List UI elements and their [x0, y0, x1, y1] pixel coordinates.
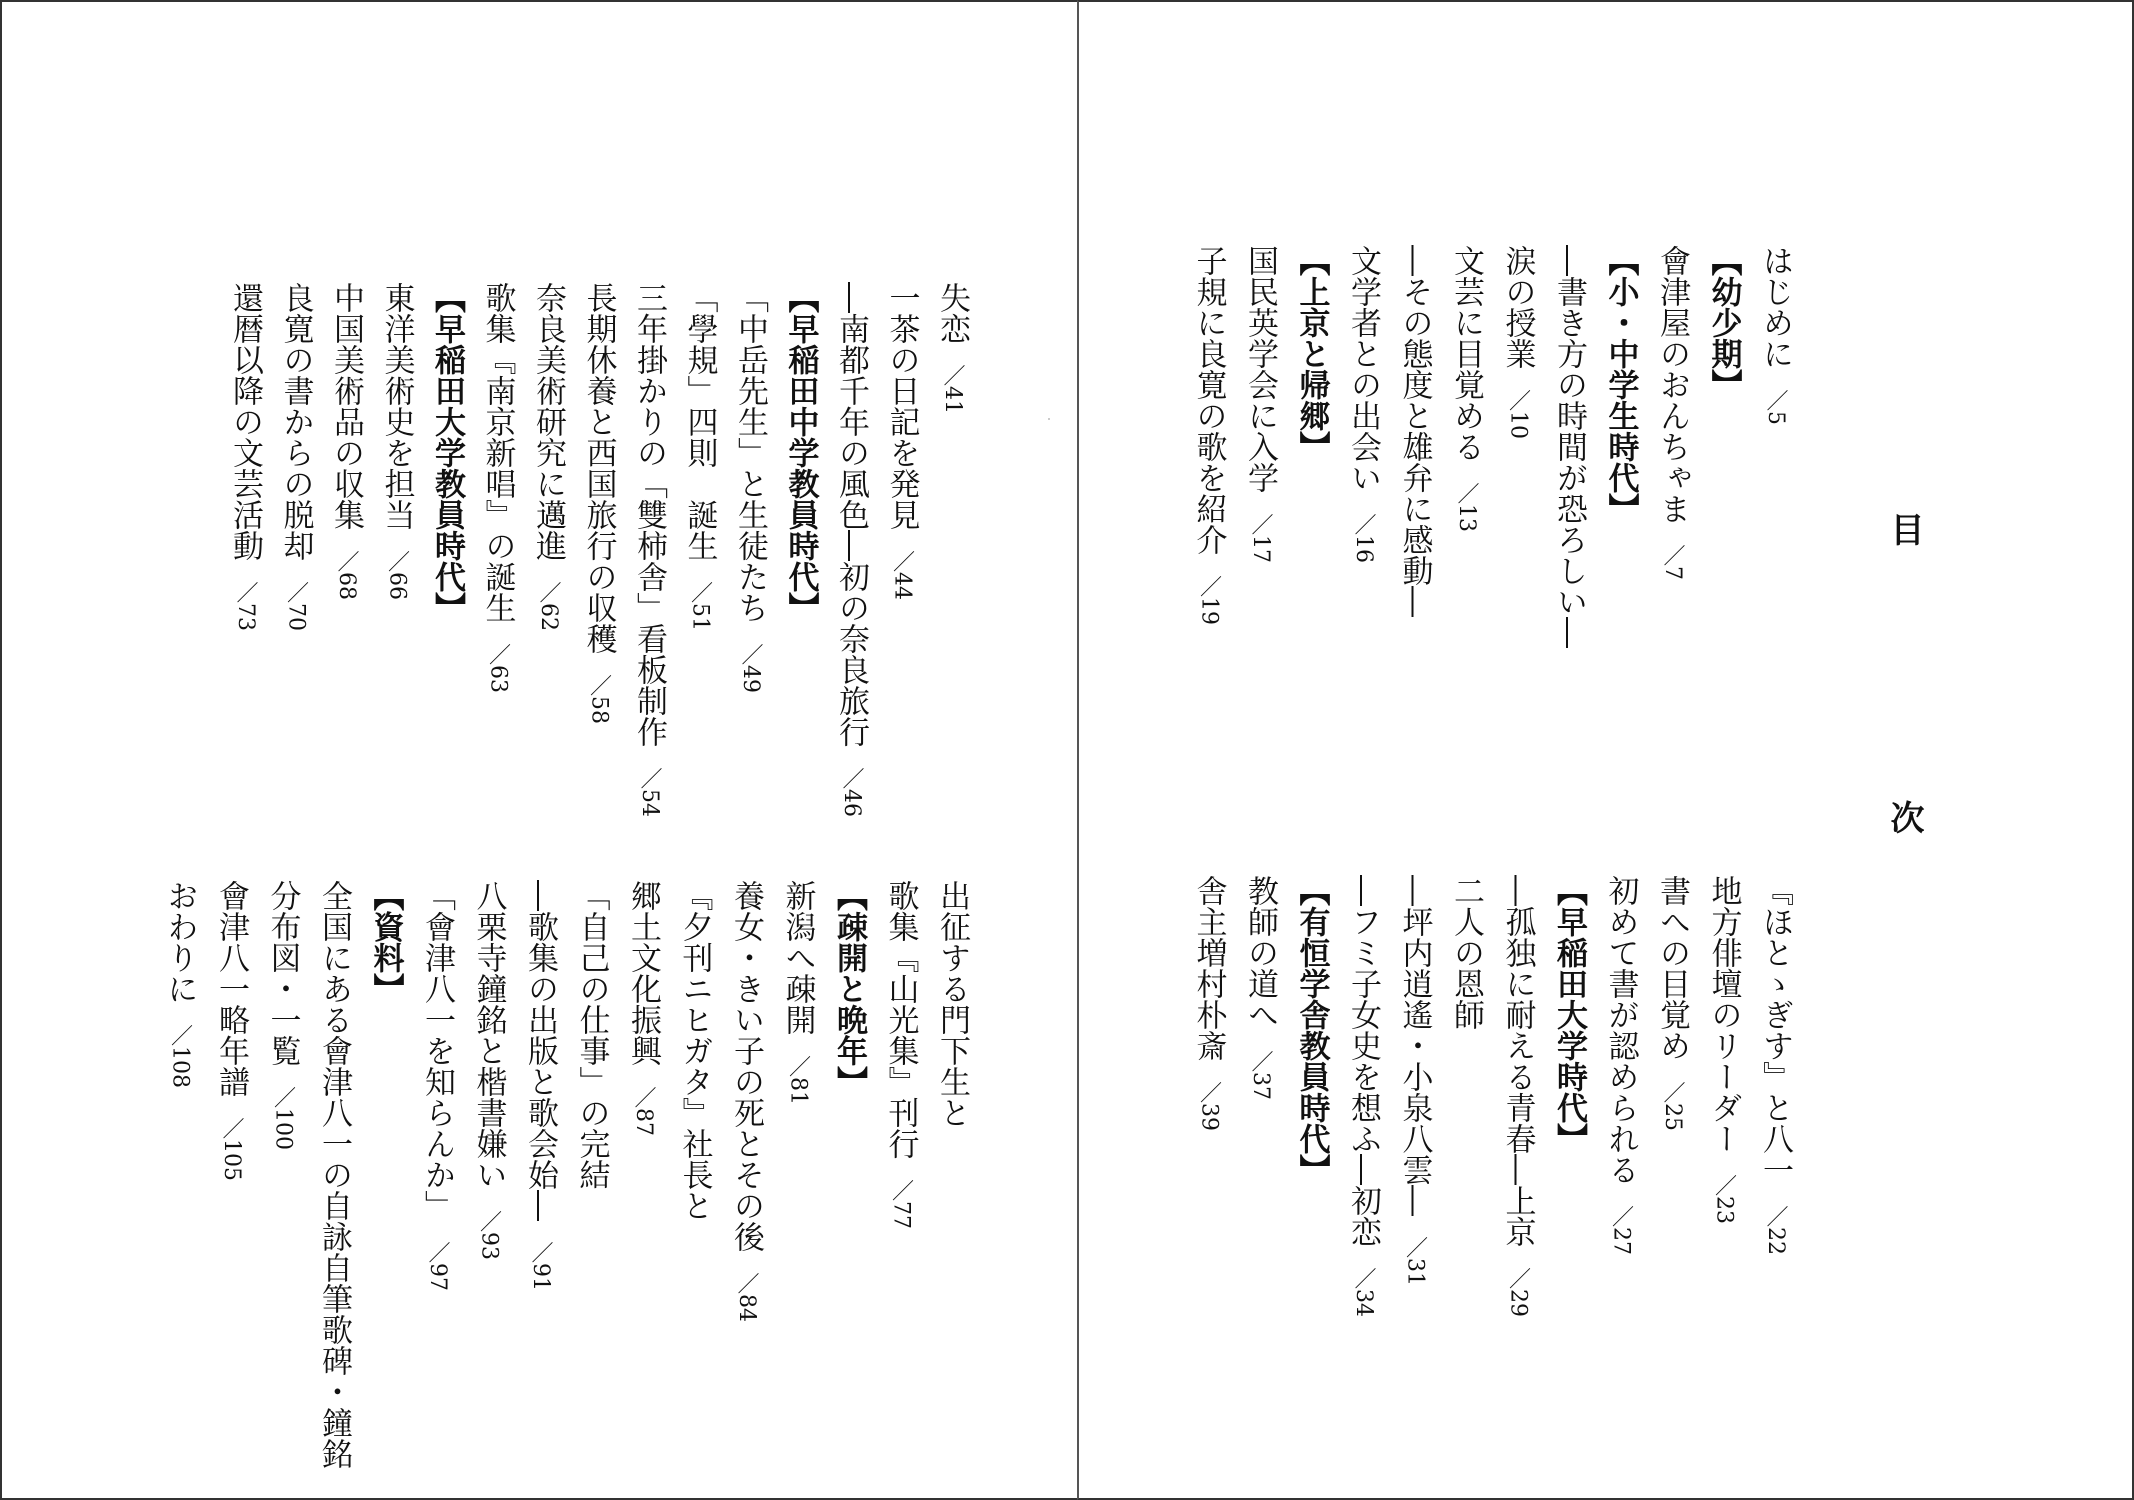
entry-title: 郷土文化振興	[625, 880, 661, 1066]
toc-entry	[680, 282, 720, 631]
entry-title: ―その態度と雄弁に感動―	[1396, 245, 1433, 617]
toc-entry	[1704, 875, 1744, 1224]
page-number	[932, 364, 972, 414]
toc-entry	[211, 880, 251, 1181]
page-number	[726, 1272, 766, 1322]
slash-separator: ／	[631, 1086, 656, 1108]
page-number	[263, 1086, 303, 1150]
slash-separator: ／	[283, 581, 309, 603]
toc-entry	[520, 880, 560, 1291]
slash-separator: ／	[1505, 1267, 1531, 1289]
page-number-value: 44	[889, 572, 915, 600]
toc-entry	[1189, 875, 1229, 1131]
entry-title: 分布図・一覧	[264, 880, 301, 1066]
page-number-value: 73	[233, 603, 258, 631]
page-number-value: 105	[219, 1139, 244, 1181]
entry-title: 涙の授業	[1499, 245, 1536, 369]
slash-separator: ／	[1402, 1236, 1428, 1258]
entry-title: おわりに	[161, 880, 198, 1004]
page-number	[831, 767, 871, 817]
toc-entry	[730, 282, 770, 693]
toc-entry	[1446, 245, 1486, 532]
entry-title: ―南都千年の風色―初の奈良旅行	[833, 282, 869, 747]
slash-separator: ／	[270, 1086, 296, 1108]
toc-entry	[726, 880, 766, 1322]
toc-entry	[1395, 875, 1435, 1286]
toc-entry	[1343, 875, 1383, 1317]
page-number	[1189, 1081, 1229, 1131]
page-number	[1755, 1205, 1795, 1255]
section-heading	[781, 282, 821, 623]
slash-separator: ／	[1196, 1081, 1222, 1103]
page-number-value: 63	[485, 665, 511, 693]
entry-title: 東洋美術史を担当	[378, 282, 415, 530]
page-number	[276, 581, 316, 631]
entry-title: 養女・きい子の死とその後	[728, 880, 764, 1252]
page-number-value: 58	[586, 696, 612, 724]
toc-entry	[225, 282, 265, 631]
slash-separator: ／	[1248, 1050, 1273, 1072]
slash-separator: ／	[1351, 1267, 1376, 1289]
toc-entry	[629, 282, 669, 817]
entry-title: ―書き方の時間が恐ろしい―	[1551, 245, 1587, 648]
slash-separator: ／	[233, 581, 258, 603]
toc-entry	[478, 282, 518, 693]
page-number-value: 13	[1454, 504, 1479, 532]
page-number-value: 10	[1505, 411, 1531, 439]
slash-separator: ／	[1196, 575, 1222, 597]
toc-entry	[314, 880, 354, 1469]
page-number-value: 31	[1402, 1258, 1428, 1286]
toc-entry	[1446, 875, 1486, 1030]
slash-separator: ／	[785, 1055, 811, 1077]
entry-title: 舎主増村朴斎	[1190, 875, 1227, 1061]
entry-title: 全国にある會津八一の自詠自筆歌碑・鐘銘	[316, 880, 352, 1469]
page-number-value: 97	[425, 1263, 450, 1291]
entry-title: 【疎開と晩年】	[831, 880, 867, 1097]
page-number-value: 27	[1608, 1227, 1634, 1255]
entry-title: 三年掛かりの「雙柿舎」看板制作	[631, 282, 667, 747]
toc-entry	[1395, 245, 1435, 617]
slash-separator: ／	[586, 674, 612, 696]
entry-title: 一茶の日記を発見	[883, 282, 920, 530]
slash-separator: ／	[940, 364, 965, 386]
section-heading	[366, 880, 406, 1004]
slash-separator: ／	[384, 550, 410, 572]
slash-separator: ／	[167, 1024, 193, 1046]
entry-title: 【早稲田中学教員時代】	[782, 282, 819, 623]
slash-separator: ／	[888, 1179, 914, 1201]
toc-entry	[1652, 245, 1692, 580]
toc-entry	[1240, 875, 1280, 1100]
page-number-value: 37	[1248, 1072, 1273, 1100]
page-number-value: 39	[1196, 1103, 1222, 1131]
entry-title: 国民英学会に入学	[1242, 245, 1278, 493]
page-number-value: 68	[334, 572, 359, 600]
slash-separator: ／	[1763, 389, 1788, 411]
toc-entry	[276, 282, 316, 631]
slash-separator: ／	[839, 767, 864, 789]
page-number	[680, 581, 720, 631]
page-number	[1652, 1081, 1692, 1131]
page-number	[160, 1024, 200, 1088]
toc-entry	[932, 282, 972, 414]
page-number-value: 22	[1763, 1227, 1788, 1255]
entry-title: 書への目覚め	[1654, 875, 1690, 1061]
entry-title: 【有恒学舎教員時代】	[1293, 875, 1330, 1185]
page-number	[225, 581, 265, 631]
slash-separator: ／	[1248, 513, 1273, 535]
slash-separator: ／	[1454, 482, 1479, 504]
toc-entry	[1755, 875, 1795, 1255]
toc-entry	[778, 880, 818, 1105]
slash-separator: ／	[1660, 544, 1685, 566]
page-number	[623, 1086, 663, 1136]
entry-title: 中国美術品の収集	[328, 282, 364, 530]
entry-title: 長期休養と西国旅行の収穫	[580, 282, 617, 654]
page-number	[1498, 389, 1538, 439]
page-number-value: 46	[839, 789, 864, 817]
page-number-value: 66	[384, 572, 410, 600]
slash-separator: ／	[219, 1117, 244, 1139]
page-number	[1601, 1205, 1641, 1255]
section-heading	[1549, 875, 1589, 1154]
page-number	[1755, 389, 1795, 425]
slash-separator: ／	[485, 643, 511, 665]
slash-separator: ／	[1608, 1205, 1634, 1227]
toc-entry	[1549, 245, 1589, 648]
entry-title: 文学者との出会い	[1345, 245, 1381, 493]
page-number-value: 54	[637, 789, 662, 817]
entry-title: ―歌集の出版と歌会始―	[522, 880, 558, 1221]
page-number	[377, 550, 417, 600]
page-number	[881, 1179, 921, 1229]
entry-title: 歌集『南京新唱』の誕生	[479, 282, 516, 623]
entry-title: 【早稲田大学時代】	[1551, 875, 1587, 1154]
page-number	[1652, 544, 1692, 580]
right-page	[1077, 0, 2134, 1500]
entry-title: 【資料】	[367, 880, 404, 1004]
entry-title: 地方俳壇のリーダー	[1705, 875, 1742, 1154]
page-number-value: 34	[1351, 1289, 1376, 1317]
entry-title: 【早稲田大学教員時代】	[429, 282, 465, 623]
page-number	[730, 643, 770, 693]
entry-title: ―フミ子女史を想ふ―初恋	[1345, 875, 1381, 1247]
page-number-value: 84	[734, 1294, 759, 1322]
entry-title: 『ほとゝぎす』と八一	[1757, 875, 1793, 1185]
toc-entry	[1755, 245, 1795, 425]
toc-entry	[377, 282, 417, 600]
page-number	[778, 1055, 818, 1105]
slash-separator: ／	[1505, 389, 1531, 411]
toc-entry	[1240, 245, 1280, 563]
page-number	[629, 767, 669, 817]
entry-title: 出征する門下生と	[934, 880, 970, 1128]
slash-separator: ／	[687, 581, 713, 603]
page-number	[469, 1210, 509, 1260]
slash-separator: ／	[889, 550, 915, 572]
toc-entry	[831, 282, 871, 817]
toc-entry	[1601, 875, 1641, 1255]
page-number-value: 7	[1660, 566, 1685, 580]
entry-title: 八栗寺鐘銘と楷書嫌い	[470, 880, 507, 1190]
entry-title: 「中岳先生」と生徒たち	[732, 282, 768, 623]
page-number-value: 62	[536, 603, 561, 631]
toc-entry	[623, 880, 663, 1136]
page-number-value: 93	[476, 1232, 502, 1260]
entry-title: 「學規」四則 誕生	[681, 282, 718, 561]
entry-title: 教師の道へ	[1242, 875, 1278, 1030]
entry-title: 還暦以降の文芸活動	[227, 282, 263, 561]
entry-title: 奈良美術研究に邁進	[530, 282, 566, 561]
page-number	[211, 1117, 251, 1181]
entry-title: 「自己の仕事」の完結	[573, 880, 610, 1190]
section-heading	[1292, 875, 1332, 1185]
toc-entry	[528, 282, 568, 631]
slash-separator: ／	[334, 550, 359, 572]
section-heading	[1601, 245, 1641, 524]
slash-separator: ／	[536, 581, 561, 603]
entry-title: 子規に良寛の歌を紹介	[1190, 245, 1227, 555]
toc-entry	[263, 880, 303, 1150]
page-number-value: 100	[270, 1108, 296, 1150]
page-number	[1446, 482, 1486, 532]
toc-entry	[469, 880, 509, 1260]
toc-entry	[160, 880, 200, 1088]
page-number-value: 23	[1711, 1196, 1737, 1224]
page-number	[478, 643, 518, 693]
toc-entry	[881, 880, 921, 1229]
speck	[1048, 418, 1050, 420]
entry-title: 「會津八一を知らんか」	[419, 880, 455, 1221]
entry-title: 新潟へ疎開	[779, 880, 816, 1035]
page-number	[528, 581, 568, 631]
entry-title: ―坪内逍遙・小泉八雲―	[1396, 875, 1433, 1216]
page-number-value: 29	[1505, 1289, 1531, 1317]
toc-entry	[1189, 245, 1229, 625]
page-number	[1395, 1236, 1435, 1286]
entry-title: 會津屋のおんちゃま	[1654, 245, 1690, 524]
toc-title: 目 次	[1884, 512, 1924, 944]
page-number-value: 16	[1351, 535, 1376, 563]
page-number-value: 49	[738, 665, 763, 693]
entry-title: はじめに	[1757, 245, 1793, 369]
toc-entry	[1343, 245, 1383, 563]
entry-title: 『夕刊ニヒガタ』社長と	[676, 880, 713, 1221]
toc-entry	[1498, 875, 1538, 1317]
page-number	[1343, 513, 1383, 563]
page-number	[1189, 575, 1229, 625]
toc-entry	[1652, 875, 1692, 1131]
slash-separator: ／	[476, 1210, 502, 1232]
page-number-value: 5	[1763, 411, 1788, 425]
slash-separator: ／	[637, 767, 662, 789]
page-number-value: 87	[631, 1108, 656, 1136]
slash-separator: ／	[1763, 1205, 1788, 1227]
slash-separator: ／	[1660, 1081, 1685, 1103]
entry-title: 文芸に目覚める	[1448, 245, 1484, 462]
entry-title: 失恋	[934, 282, 970, 344]
entry-title: 歌集『山光集』刊行	[882, 880, 919, 1159]
page-number-value: 77	[888, 1201, 914, 1229]
page-number-value: 51	[687, 603, 713, 631]
page-number-value: 108	[167, 1046, 193, 1088]
entry-title: 二人の恩師	[1448, 875, 1484, 1030]
toc-entry	[1498, 245, 1538, 439]
page-number	[326, 550, 366, 600]
page-number	[1498, 1267, 1538, 1317]
entry-title: ―孤独に耐える青春―上京	[1499, 875, 1536, 1247]
toc-entry	[675, 880, 715, 1221]
page-number-value: 19	[1196, 597, 1222, 625]
slash-separator: ／	[738, 643, 763, 665]
slash-separator: ／	[1711, 1174, 1737, 1196]
page-number	[1704, 1174, 1744, 1224]
slash-separator: ／	[528, 1241, 553, 1263]
toc-entry	[932, 880, 972, 1128]
page-number-value: 17	[1248, 535, 1273, 563]
entry-title: 初めて書が認められる	[1602, 875, 1639, 1185]
page-number-value: 81	[785, 1077, 811, 1105]
page-number	[1240, 1050, 1280, 1100]
section-heading	[1704, 245, 1744, 400]
toc-entry	[882, 282, 922, 600]
page-number-value: 41	[940, 386, 965, 414]
page-number-value: 25	[1660, 1103, 1685, 1131]
section-heading	[427, 282, 467, 623]
page-number	[417, 1241, 457, 1291]
page-number	[520, 1241, 560, 1291]
page-number	[1343, 1267, 1383, 1317]
toc-entry	[572, 880, 612, 1190]
page-number	[579, 674, 619, 724]
page-number-value: 91	[528, 1263, 553, 1291]
slash-separator: ／	[1351, 513, 1376, 535]
section-heading	[829, 880, 869, 1097]
toc-entry	[417, 880, 457, 1291]
page-number	[1240, 513, 1280, 563]
entry-title: 【上京と帰郷】	[1293, 245, 1330, 462]
slash-separator: ／	[734, 1272, 759, 1294]
entry-title: 良寛の書からの脱却	[277, 282, 314, 561]
toc-entry	[326, 282, 366, 600]
entry-title: 會津八一略年譜	[213, 880, 249, 1097]
page-number	[882, 550, 922, 600]
entry-title: 【小・中学生時代】	[1602, 245, 1639, 524]
toc-entry	[579, 282, 619, 724]
entry-title: 【幼少期】	[1705, 245, 1742, 400]
page-number-value: 70	[283, 603, 309, 631]
slash-separator: ／	[425, 1241, 450, 1263]
section-heading	[1292, 245, 1332, 462]
